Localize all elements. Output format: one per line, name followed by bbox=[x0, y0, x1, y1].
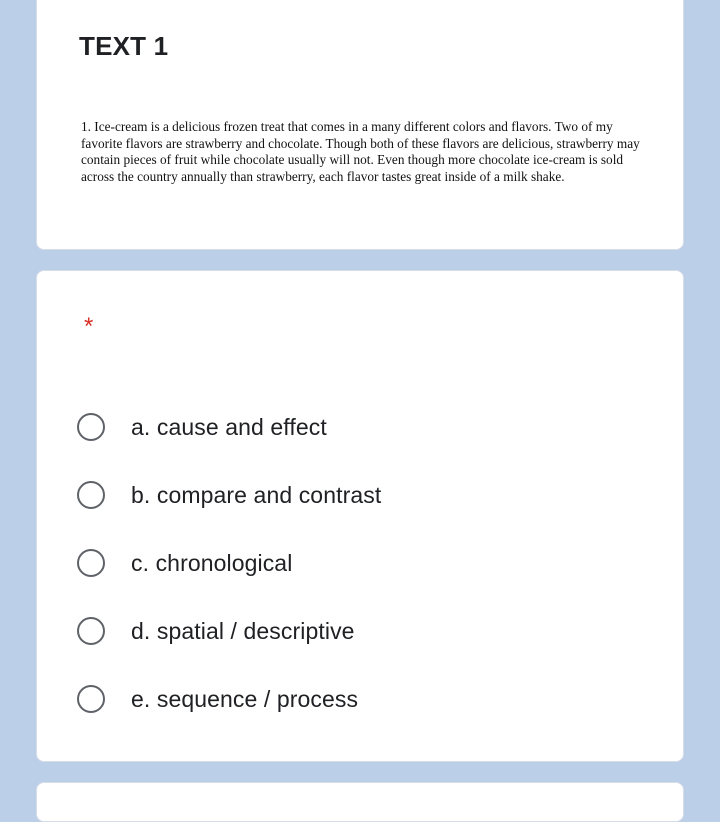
option-d[interactable] bbox=[77, 597, 381, 665]
option-a[interactable] bbox=[77, 393, 381, 461]
radio-button-icon[interactable] bbox=[77, 413, 105, 441]
option-label: d. spatial / descriptive bbox=[131, 617, 355, 644]
option-label: a. cause and effect bbox=[131, 413, 327, 440]
radio-button-icon[interactable] bbox=[77, 617, 105, 645]
option-label: b. compare and contrast bbox=[131, 481, 382, 508]
option-c[interactable] bbox=[77, 529, 381, 597]
next-question-card bbox=[36, 782, 684, 822]
radio-button-icon[interactable] bbox=[77, 685, 105, 713]
passage-text: 1. Ice-cream is a delicious frozen treat that comes in a many different colors and flavors. Two of my favorite flavors are strawberry and chocolate. Though both of these flavors are delicious, strawberry may contain pieces of fruit while chocolate usually will not. Even though more chocolate ice-cream is sold across the country annually than strawberry, each flavor tastes great inside of a milk shake. bbox=[81, 119, 640, 184]
option-label: c. chronological bbox=[131, 549, 293, 576]
question-card bbox=[36, 270, 684, 762]
passage-card bbox=[36, 0, 684, 250]
required-asterisk: * bbox=[84, 313, 94, 340]
section-title: TEXT 1 bbox=[79, 31, 169, 61]
radio-button-icon[interactable] bbox=[77, 481, 105, 509]
radio-button-icon[interactable] bbox=[77, 549, 105, 577]
option-e[interactable] bbox=[77, 665, 381, 733]
option-label: e. sequence / process bbox=[131, 685, 359, 712]
answer-options bbox=[77, 393, 381, 733]
option-b[interactable] bbox=[77, 461, 381, 529]
